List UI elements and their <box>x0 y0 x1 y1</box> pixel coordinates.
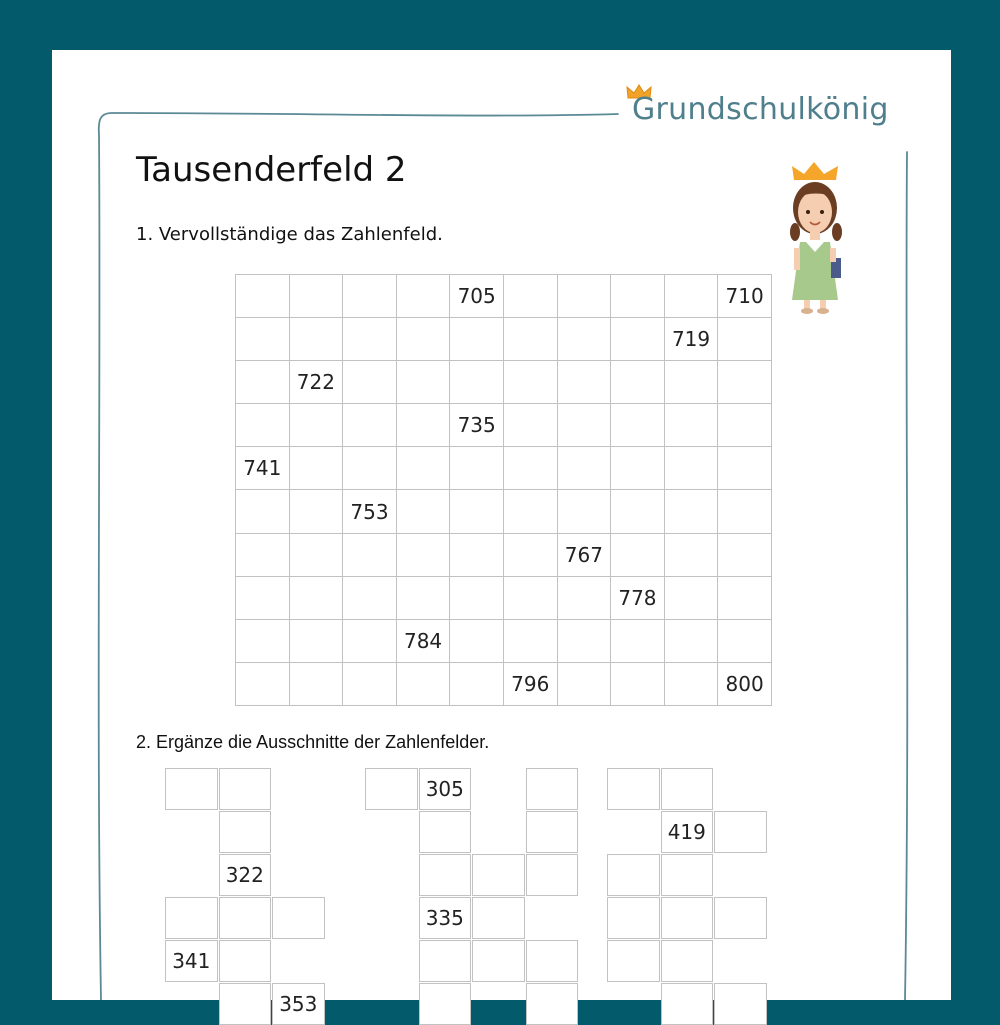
grid-cell-empty[interactable] <box>664 404 718 447</box>
grid-cell-empty[interactable] <box>396 490 450 533</box>
grid-cell-empty[interactable] <box>396 275 450 318</box>
fragment-2-cell[interactable] <box>419 811 472 853</box>
grid-cell-empty[interactable] <box>289 490 343 533</box>
fragment-2-cell[interactable] <box>365 768 418 810</box>
fragment-2-cell: 335 <box>419 897 472 939</box>
task-1-instruction: 1. Vervollständige das Zahlenfeld. <box>136 224 443 245</box>
grid-cell-empty[interactable] <box>664 533 718 576</box>
grid-row <box>236 490 772 533</box>
grid-cell-given: 705 <box>450 275 504 318</box>
grid-cell-empty[interactable] <box>718 490 772 533</box>
number-grid-700-800 <box>235 274 772 706</box>
fragment-2-cell: 305 <box>419 768 472 810</box>
grid-cell-empty[interactable] <box>289 576 343 619</box>
grid-cell-given: 741 <box>236 447 290 490</box>
grid-cell-empty[interactable] <box>718 533 772 576</box>
grid-cell-empty[interactable] <box>718 447 772 490</box>
grid-cell-empty[interactable] <box>557 275 611 318</box>
grid-cell-empty[interactable] <box>343 447 397 490</box>
grid-cell-empty[interactable] <box>503 275 557 318</box>
grid-cell-given: 722 <box>289 361 343 404</box>
grid-cell-empty[interactable] <box>396 361 450 404</box>
grid-cell-empty[interactable] <box>611 361 665 404</box>
grid-cell-empty[interactable] <box>718 576 772 619</box>
grid-cell-given: 784 <box>396 619 450 662</box>
fragment-3-cell[interactable] <box>714 897 767 939</box>
fragment-1-cell[interactable] <box>219 811 272 853</box>
grid-cell-empty[interactable] <box>396 447 450 490</box>
grid-cell-given: 778 <box>611 576 665 619</box>
grid-cell-empty[interactable] <box>664 361 718 404</box>
grid-cell-empty[interactable] <box>557 318 611 361</box>
fragment-1-cell[interactable] <box>165 768 218 810</box>
grid-cell-empty[interactable] <box>343 404 397 447</box>
fragment-1-cell[interactable] <box>219 940 272 982</box>
grid-cell-empty[interactable] <box>503 361 557 404</box>
grid-cell-empty[interactable] <box>450 619 504 662</box>
fragment-2-cell[interactable] <box>526 940 579 982</box>
grid-cell-empty[interactable] <box>236 662 290 705</box>
grid-cell-empty[interactable] <box>503 447 557 490</box>
grid-cell-empty[interactable] <box>343 576 397 619</box>
grid-cell-empty[interactable] <box>557 576 611 619</box>
grid-cell-empty[interactable] <box>343 619 397 662</box>
grid-cell-empty[interactable] <box>289 533 343 576</box>
fragment-2-cell[interactable] <box>526 983 579 1025</box>
grid-cell-empty[interactable] <box>343 533 397 576</box>
fragment-3-cell[interactable] <box>607 940 660 982</box>
fragment-1-cell[interactable] <box>165 897 218 939</box>
fragment-2-cell[interactable] <box>419 940 472 982</box>
grid-cell-empty[interactable] <box>289 662 343 705</box>
grid-cell-empty[interactable] <box>611 662 665 705</box>
fragment-3-cell[interactable] <box>607 897 660 939</box>
task-2-instruction: 2. Ergänze die Ausschnitte der Zahlenfelder. <box>136 732 490 752</box>
grid-cell-empty[interactable] <box>557 361 611 404</box>
grid-cell-empty[interactable] <box>236 404 290 447</box>
grid-row <box>236 275 772 318</box>
grid-cell-empty[interactable] <box>664 490 718 533</box>
grid-cell-empty[interactable] <box>236 318 290 361</box>
grid-cell-empty[interactable] <box>236 361 290 404</box>
grid-cell-empty[interactable] <box>450 533 504 576</box>
grid-cell-empty[interactable] <box>450 447 504 490</box>
fragment-1-cell: 353 <box>272 983 325 1025</box>
fragment-2-cell[interactable] <box>526 768 579 810</box>
fragment-3-cell[interactable] <box>714 811 767 853</box>
grid-row <box>236 318 772 361</box>
grid-cell-empty[interactable] <box>611 404 665 447</box>
grid-cell-empty[interactable] <box>718 318 772 361</box>
grid-cell-empty[interactable] <box>557 447 611 490</box>
grid-cell-empty[interactable] <box>289 619 343 662</box>
fragment-1-cell: 322 <box>219 854 272 896</box>
fragment-3-cell[interactable] <box>661 768 714 810</box>
grid-cell-empty[interactable] <box>236 619 290 662</box>
grid-row <box>236 619 772 662</box>
grid-cell-empty[interactable] <box>557 404 611 447</box>
grid-cell-empty[interactable] <box>664 447 718 490</box>
grid-cell-empty[interactable] <box>450 576 504 619</box>
grid-cell-empty[interactable] <box>611 533 665 576</box>
fragment-3-cell[interactable] <box>661 897 714 939</box>
grid-cell-empty[interactable] <box>236 275 290 318</box>
fragment-3-cell[interactable] <box>661 983 714 1025</box>
grid-cell-given: 735 <box>450 404 504 447</box>
grid-cell-empty[interactable] <box>718 404 772 447</box>
grid-cell-empty[interactable] <box>611 447 665 490</box>
grid-row <box>236 576 772 619</box>
grid-cell-empty[interactable] <box>503 576 557 619</box>
fragment-2-cell[interactable] <box>526 854 579 896</box>
grid-cell-empty[interactable] <box>343 361 397 404</box>
grid-cell-empty[interactable] <box>718 361 772 404</box>
grid-row <box>236 447 772 490</box>
grid-cell-empty[interactable] <box>236 533 290 576</box>
fragment-2-cell[interactable] <box>472 940 525 982</box>
grid-cell-empty[interactable] <box>396 662 450 705</box>
grid-cell-empty[interactable] <box>289 275 343 318</box>
fragment-3-cell[interactable] <box>714 983 767 1025</box>
grid-cell-empty[interactable] <box>557 662 611 705</box>
fragment-2-cell[interactable] <box>419 983 472 1025</box>
grid-cell-empty[interactable] <box>664 662 718 705</box>
grid-cell-given: 719 <box>664 318 718 361</box>
grid-row <box>236 533 772 576</box>
grid-cell-empty[interactable] <box>664 576 718 619</box>
fragment-1-cell: 341 <box>165 940 218 982</box>
grid-row <box>236 404 772 447</box>
grid-row <box>236 662 772 705</box>
grid-cell-empty[interactable] <box>236 576 290 619</box>
grid-cell-given: 753 <box>343 490 397 533</box>
grid-cell-empty[interactable] <box>718 619 772 662</box>
fragment-3-cell[interactable] <box>607 768 660 810</box>
fragment-1-cell[interactable] <box>272 897 325 939</box>
grid-cell-empty[interactable] <box>396 318 450 361</box>
fragment-1-cell[interactable] <box>219 983 272 1025</box>
grid-cell-empty[interactable] <box>236 490 290 533</box>
fragment-3-cell[interactable] <box>661 940 714 982</box>
fragment-2-cell[interactable] <box>419 854 472 896</box>
fragment-1-cell[interactable] <box>219 897 272 939</box>
grid-cell-empty[interactable] <box>503 619 557 662</box>
grid-cell-empty[interactable] <box>611 619 665 662</box>
fragment-1-cell[interactable] <box>219 768 272 810</box>
grid-cell-empty[interactable] <box>343 318 397 361</box>
page-title: Tausenderfeld 2 <box>136 150 407 190</box>
grid-cell-empty[interactable] <box>611 275 665 318</box>
grid-cell-empty[interactable] <box>396 576 450 619</box>
grid-row <box>236 361 772 404</box>
grid-cell-empty[interactable] <box>450 490 504 533</box>
grid-cell-empty[interactable] <box>289 404 343 447</box>
grid-cell-empty[interactable] <box>450 662 504 705</box>
grid-cell-empty[interactable] <box>611 318 665 361</box>
grid-cell-empty[interactable] <box>450 318 504 361</box>
grid-cell-empty[interactable] <box>343 275 397 318</box>
brand-logo-text: Grundschulkönig <box>632 92 889 127</box>
grid-cell-empty[interactable] <box>503 533 557 576</box>
grid-cell-empty[interactable] <box>396 533 450 576</box>
grid-cell-empty[interactable] <box>450 361 504 404</box>
fragment-3-cell: 419 <box>661 811 714 853</box>
fragment-3-cell[interactable] <box>607 854 660 896</box>
grid-cell-given: 767 <box>557 533 611 576</box>
grid-cell-given: 796 <box>503 662 557 705</box>
fragment-2-cell[interactable] <box>472 854 525 896</box>
grid-cell-empty[interactable] <box>557 490 611 533</box>
grid-cell-empty[interactable] <box>503 318 557 361</box>
fragment-2-cell[interactable] <box>526 811 579 853</box>
grid-cell-empty[interactable] <box>289 318 343 361</box>
grid-cell-empty[interactable] <box>664 275 718 318</box>
grid-cell-empty[interactable] <box>343 662 397 705</box>
fragment-2-cell[interactable] <box>472 897 525 939</box>
grid-cell-given: 710 <box>718 275 772 318</box>
grid-cell-empty[interactable] <box>396 404 450 447</box>
girl-illustration-icon <box>786 162 856 314</box>
grid-cell-empty[interactable] <box>503 404 557 447</box>
fragment-3-cell[interactable] <box>661 854 714 896</box>
grid-cell-empty[interactable] <box>289 447 343 490</box>
grid-cell-given: 800 <box>718 662 772 705</box>
grid-cell-empty[interactable] <box>503 490 557 533</box>
grid-cell-empty[interactable] <box>611 490 665 533</box>
grid-cell-empty[interactable] <box>557 619 611 662</box>
grid-cell-empty[interactable] <box>664 619 718 662</box>
